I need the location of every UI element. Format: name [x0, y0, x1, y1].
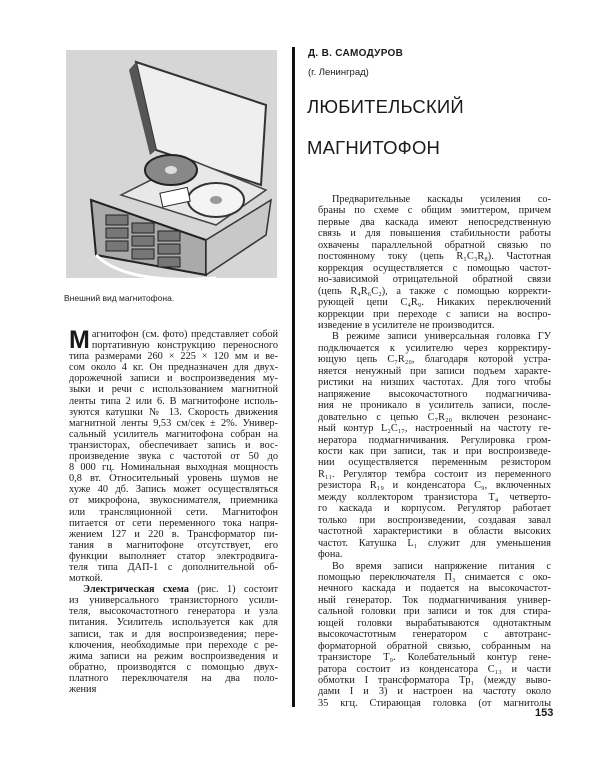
- text-line: нератора подмагничивания. Регулировка гром-: [318, 434, 551, 446]
- text-line: обратно, производятся с помощью двух-: [69, 661, 278, 673]
- section-heading-electrical-scheme: Электрическая схема: [83, 584, 189, 596]
- text-line: коррекции при переходе с записи на воспро-: [318, 308, 551, 320]
- text-line: 8 000 гц. Номинальная выходная мощность: [69, 462, 278, 474]
- drop-cap: М: [69, 326, 90, 354]
- text-line: жима записи на режим воспроизведения и: [69, 650, 278, 662]
- text-line: ленты типа 2 или 6. В магнитофоне исполь-: [69, 395, 278, 407]
- text-line: ключения, необходимые при переходе с ре-: [69, 639, 278, 651]
- text-line: нечного каскада и подается на высокочастот-: [318, 583, 551, 595]
- text-line: браны по схеме с общим эмиттером, причем: [318, 205, 551, 217]
- text-line: платного переключателя на два поло-: [69, 672, 278, 684]
- text-line: [69, 584, 278, 595]
- text-line: тания в магнитофоне отсутствует, его: [69, 539, 278, 551]
- author-name: Д. В. САМОДУРОВ: [308, 48, 404, 59]
- text-line: частотной характеристики в области высоких: [318, 526, 551, 538]
- paragraph: [318, 331, 551, 560]
- text-line: частот. Катушка L₁ служит для уменьшения: [318, 537, 551, 549]
- text-line: транзисторе T₉. Колебательный контур гене-: [318, 652, 551, 664]
- text-line: магнитной ленты 9,53 см/сек ± 2%. Универ-: [69, 417, 278, 429]
- text-line: Предварительные каскады усиления со-: [332, 194, 551, 205]
- text-line: напряжение высокочастотного подмагничива-: [318, 388, 551, 400]
- text-line: связь и для повышения стабильности работы: [318, 228, 551, 240]
- paragraph-electrical-scheme: [69, 595, 278, 695]
- text-line: питания. Усилитель используется как для: [69, 617, 278, 629]
- text-line: портативную конструкцию переносного: [91, 340, 278, 352]
- paragraph: [318, 561, 551, 710]
- text-line: моткой.: [69, 573, 103, 585]
- text-line: или трансляционной сети. Магнитофон: [69, 506, 278, 518]
- text-line: сом около 4 кг. Он предназначен для двух-: [69, 362, 278, 374]
- text-line: (цепь R₄R₆C₂), а также с помощью корректи-: [318, 285, 551, 297]
- text-line: помощью переключателя П₃ снимается с око-: [318, 571, 551, 583]
- text-line: зыки и речи с использованием магнитной: [69, 384, 278, 396]
- article-title-line-1: ЛЮБИТЕЛЬСКИЙ: [307, 96, 464, 117]
- text-line: фона.: [318, 549, 343, 561]
- text-line: го каскада и корпусом. Регулятор работает: [318, 503, 551, 515]
- text-line: довательно с цепью C₇R₂₀ включен резонанс-: [318, 411, 551, 423]
- paragraph-intro: [69, 326, 278, 585]
- text-span: (рис. 1) состоит: [188, 584, 278, 596]
- text-line: от микрофона, звукоснимателя, приемника: [69, 495, 278, 507]
- left-column: [69, 326, 278, 695]
- text-line: ный контур L₂C₁₇, настроенный на частоту ге-: [318, 423, 551, 435]
- text-line: хуже 40 дб. Запись может осуществляться: [69, 484, 278, 496]
- text-line: высокочастотным генератором с автотранс-: [318, 629, 551, 641]
- text-line: но-зависимой отрицательной обратной связи: [318, 274, 551, 286]
- text-line: функции выполняет статор электродвига-: [69, 550, 278, 562]
- text-line: рующей цепи C₄R₉. Никаких переключений: [318, 297, 551, 309]
- text-line: охвачены параллельной обратной связью по: [318, 239, 551, 251]
- text-line: из универсального транзисторного усили-: [69, 595, 278, 607]
- text-line: дорожечной записи и воспроизведения му-: [69, 373, 278, 385]
- text-line: только при воспроизведении, создавая завал: [318, 514, 551, 526]
- paragraph: [318, 194, 551, 331]
- text-line: теля, высокочастотного генератора и узла: [69, 606, 278, 618]
- text-line: записи, так и для воспроизведения; пере-: [69, 628, 278, 640]
- text-line: ния не проникало в усилитель записи, после-: [318, 400, 551, 412]
- text-line: R₁₁. Регулятор тембра состоит из переменного: [318, 468, 551, 480]
- text-line: обмотки I трансформатора Tp₁ (между выво-: [318, 675, 551, 687]
- text-line: постоянному току (цепь R₁C₃R₈). Частотная: [318, 251, 551, 263]
- text-line: питается от сети переменного тока напря-: [69, 517, 278, 529]
- text-line: ющую цепь C₇R₂₀, благодаря которой устра-: [318, 354, 551, 366]
- text-line: зуются катушки № 13. Скорость движения: [69, 406, 278, 418]
- text-line: подключается к усилителю через корректиру-: [318, 342, 551, 354]
- text-line: кости как при записи, так и при воспроизведе-: [318, 445, 551, 457]
- text-line: Во время записи напряжение питания с: [332, 560, 551, 572]
- text-line: изведение в усилителе не производится.: [318, 319, 495, 331]
- article-title-line-2: МАГНИТОФОН: [307, 137, 441, 158]
- author-city: (г. Ленинград): [308, 67, 369, 78]
- right-column: [318, 194, 551, 709]
- text-line: няется ненужный при записи подъем характе-: [318, 365, 551, 377]
- text-line: сальной головки при записи и ток для стира-: [318, 606, 551, 618]
- text-line: ющей головки вырабатываются однотактным: [318, 617, 551, 629]
- tape-recorder-illustration: [66, 50, 277, 278]
- text-line: форматорной обратной связью, собранным на: [318, 640, 551, 652]
- text-line: между коллектором транзистора T₄ четверто-: [318, 491, 551, 503]
- vertical-rule: [292, 47, 295, 707]
- text-line: жением 127 и 220 в. Трансформатор пи-: [69, 528, 278, 540]
- text-line: ристики на низших частотах. Для того чтобы: [318, 377, 551, 389]
- text-line: первые два каскада имеют непосредственную: [318, 216, 551, 228]
- text-line: 35 кгц. Стирающая головка (от магнитолы: [318, 697, 551, 709]
- text-line: коррекция осуществляется с помощью частот-: [318, 262, 551, 274]
- photo-caption: Внешний вид магнитофона.: [64, 293, 175, 303]
- text-line: ный генератор. Ток подмагничивания универ-: [318, 594, 551, 606]
- text-line: резистора R₁₉ и конденсатора C₉, включенных: [318, 480, 551, 492]
- tape-recorder-photo: [66, 50, 277, 278]
- text-line: агнитофон (см. фото) представляет собой: [91, 329, 278, 340]
- text-line: теля типа ДАП-1 с дополнительной об-: [69, 561, 278, 573]
- text-line: жения: [69, 684, 97, 695]
- text-line: 0,8 вт. Относительный уровень шумов не: [69, 473, 278, 485]
- text-line: В режиме записи универсальная головка ГУ: [332, 331, 551, 343]
- text-line: типа размерами 260 × 225 × 120 мм и ве-: [69, 351, 278, 363]
- text-line: дами I и 3) и настроен на частоту около: [318, 686, 551, 698]
- text-line: транзисторах, обеспечивает запись и вос-: [69, 439, 278, 451]
- text-line: произведение звука с частотой от 50 до: [69, 451, 278, 463]
- page-number: 153: [535, 707, 554, 719]
- text-line: ратора состоит из конденсатора C₁₃ и части: [318, 663, 551, 675]
- text-line: сальный усилитель магнитофона собран на: [69, 428, 278, 440]
- text-line: нии осуществляется переменным резистором: [318, 457, 551, 469]
